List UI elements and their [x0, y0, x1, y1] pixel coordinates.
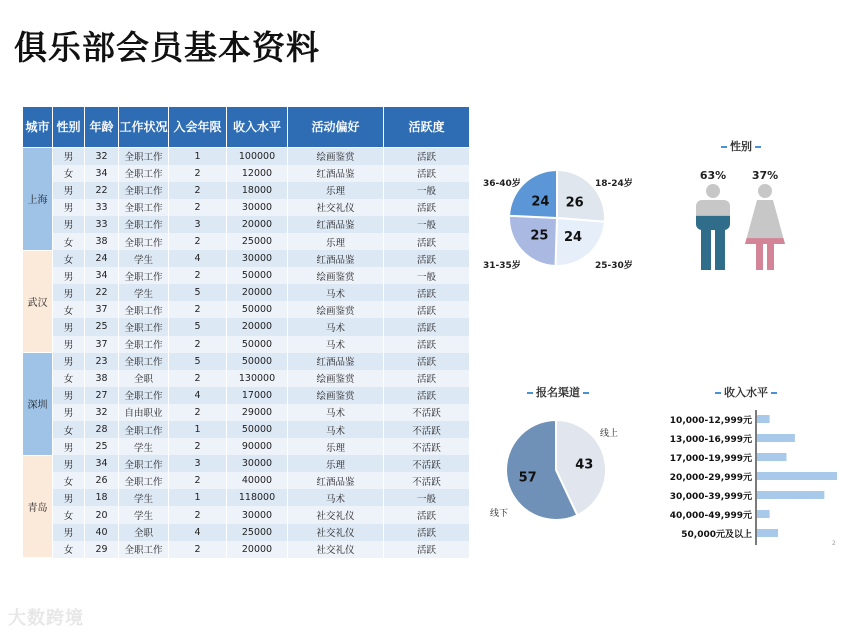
table-cell: 5 — [169, 318, 227, 335]
table-cell: 男 — [53, 148, 85, 165]
table-cell: 17000 — [227, 387, 288, 404]
table-cell: 全职工作 — [119, 472, 169, 489]
table-cell: 30000 — [227, 199, 288, 216]
table-cell: 学生 — [119, 438, 169, 455]
table-cell: 23 — [85, 353, 119, 370]
table-row — [23, 404, 470, 421]
table-row — [23, 387, 470, 404]
table-cell: 女 — [53, 370, 85, 387]
table-cell: 27 — [85, 387, 119, 404]
table-cell: 马术 — [288, 421, 384, 438]
table-cell: 29000 — [227, 404, 288, 421]
table-cell: 活跃 — [384, 301, 470, 318]
table-cell: 全职工作 — [119, 267, 169, 284]
table-cell: 33 — [85, 216, 119, 233]
table-row — [23, 301, 470, 318]
income-bar — [757, 472, 837, 480]
table-cell: 2 — [169, 506, 227, 523]
table-cell: 37 — [85, 301, 119, 318]
table-row — [23, 489, 470, 506]
table-row — [23, 353, 470, 370]
income-bar — [757, 510, 770, 518]
table-cell: 全职工作 — [119, 216, 169, 233]
city-cell: 深圳 — [23, 353, 53, 456]
table-cell: 25000 — [227, 524, 288, 541]
table-cell: 男 — [53, 267, 85, 284]
table-header-cell: 收入水平 — [227, 107, 288, 148]
income-bar-chart — [655, 410, 840, 545]
table-cell: 1 — [169, 148, 227, 165]
table-cell: 一般 — [384, 216, 470, 233]
table-cell: 50000 — [227, 301, 288, 318]
table-header-cell: 城市 — [23, 107, 53, 148]
table-cell: 活跃 — [384, 387, 470, 404]
age-pie-value-label: 24 — [563, 229, 583, 245]
income-category-label: 17,000-19,999元 — [669, 454, 752, 464]
table-cell: 40 — [85, 524, 119, 541]
table-row — [23, 370, 470, 387]
table-cell: 4 — [169, 524, 227, 541]
table-cell: 2 — [169, 472, 227, 489]
table-cell: 25 — [85, 318, 119, 335]
table-cell: 90000 — [227, 438, 288, 455]
table-cell: 25000 — [227, 233, 288, 250]
table-cell: 2 — [169, 182, 227, 199]
table-cell: 马术 — [288, 336, 384, 353]
male-percent-label: 63% — [699, 169, 727, 182]
page-number: 2 — [832, 540, 836, 547]
table-cell: 50000 — [227, 421, 288, 438]
table-cell: 全职工作 — [119, 182, 169, 199]
table-header-cell: 工作状况 — [119, 107, 169, 148]
table-cell: 4 — [169, 250, 227, 267]
table-cell: 全职工作 — [119, 148, 169, 165]
table-row — [23, 336, 470, 353]
table-cell: 女 — [53, 472, 85, 489]
income-bar — [757, 453, 786, 461]
page-title: 俱乐部会员基本资料 — [14, 28, 320, 67]
table-cell: 50000 — [227, 353, 288, 370]
table-cell: 12000 — [227, 165, 288, 182]
table-cell: 34 — [85, 455, 119, 472]
female-percent-label: 37% — [751, 169, 779, 182]
table-cell: 马术 — [288, 318, 384, 335]
table-cell: 全职工作 — [119, 301, 169, 318]
member-table — [22, 106, 470, 558]
income-title — [706, 384, 786, 400]
table-cell: 绘画鉴赏 — [288, 370, 384, 387]
table-cell: 活跃 — [384, 284, 470, 301]
table-cell: 绘画鉴赏 — [288, 301, 384, 318]
table-cell: 女 — [53, 506, 85, 523]
table-cell: 118000 — [227, 489, 288, 506]
age-pie-chart — [470, 165, 650, 280]
table-cell: 男 — [53, 336, 85, 353]
age-pie-category-label: 18-24岁 — [595, 179, 633, 189]
table-cell: 男 — [53, 455, 85, 472]
table-cell: 2 — [169, 199, 227, 216]
table-cell: 女 — [53, 233, 85, 250]
table-cell: 2 — [169, 438, 227, 455]
channel-pie-category-label: 线下 — [490, 509, 509, 519]
income-category-label: 50,000元及以上 — [681, 530, 752, 540]
table-cell: 2 — [169, 301, 227, 318]
table-cell: 不活跃 — [384, 438, 470, 455]
table-row — [23, 438, 470, 455]
table-cell: 38 — [85, 370, 119, 387]
table-cell: 28 — [85, 421, 119, 438]
table-row — [23, 267, 470, 284]
table-cell: 乐理 — [288, 438, 384, 455]
watermark-logo: 大数跨境 — [8, 608, 84, 629]
table-cell: 2 — [169, 404, 227, 421]
age-pie-value-label: 24 — [531, 194, 550, 210]
table-cell: 活跃 — [384, 506, 470, 523]
table-cell: 32 — [85, 404, 119, 421]
income-category-label: 20,000-29,999元 — [669, 473, 752, 483]
table-cell: 130000 — [227, 370, 288, 387]
table-cell: 3 — [169, 216, 227, 233]
female-figure-icon — [745, 184, 785, 270]
table-row — [23, 148, 470, 165]
table-cell: 活跃 — [384, 233, 470, 250]
table-cell: 马术 — [288, 404, 384, 421]
table-cell: 1 — [169, 421, 227, 438]
age-pie-value-label: 25 — [530, 228, 549, 244]
table-cell: 红酒品鉴 — [288, 165, 384, 182]
table-cell: 5 — [169, 353, 227, 370]
income-category-label: 40,000-49,999元 — [669, 511, 752, 521]
table-cell: 100000 — [227, 148, 288, 165]
table-cell: 1 — [169, 489, 227, 506]
table-cell: 不活跃 — [384, 455, 470, 472]
table-cell: 20000 — [227, 284, 288, 301]
table-row — [23, 472, 470, 489]
table-cell: 马术 — [288, 284, 384, 301]
income-title-text: 收入水平 — [724, 386, 768, 399]
income-bar — [757, 491, 824, 499]
table-cell: 活跃 — [384, 370, 470, 387]
table-header-cell: 活跃度 — [384, 107, 470, 148]
table-cell: 男 — [53, 524, 85, 541]
table-cell: 女 — [53, 165, 85, 182]
table-cell: 5 — [169, 284, 227, 301]
table-row — [23, 421, 470, 438]
table-cell: 学生 — [119, 489, 169, 506]
table-cell: 绘画鉴赏 — [288, 148, 384, 165]
table-header-cell: 性别 — [53, 107, 85, 148]
table-header-cell: 年龄 — [85, 107, 119, 148]
table-cell: 26 — [85, 472, 119, 489]
table-row — [23, 455, 470, 472]
table-cell: 2 — [169, 370, 227, 387]
table-cell: 男 — [53, 387, 85, 404]
table-cell: 男 — [53, 216, 85, 233]
table-cell: 30000 — [227, 250, 288, 267]
city-cell: 上海 — [23, 148, 53, 251]
table-header-row — [23, 107, 470, 148]
table-cell: 3 — [169, 455, 227, 472]
table-row — [23, 165, 470, 182]
table-row — [23, 216, 470, 233]
table-cell: 乐理 — [288, 233, 384, 250]
table-cell: 全职工作 — [119, 353, 169, 370]
income-category-label: 13,000-16,999元 — [669, 435, 752, 445]
city-cell: 武汉 — [23, 250, 53, 353]
table-cell: 社交礼仪 — [288, 524, 384, 541]
table-cell: 30000 — [227, 455, 288, 472]
table-cell: 活跃 — [384, 250, 470, 267]
table-cell: 18 — [85, 489, 119, 506]
table-cell: 22 — [85, 284, 119, 301]
table-cell: 乐理 — [288, 455, 384, 472]
channel-pie-value-label: 57 — [518, 470, 537, 486]
table-cell: 全职工作 — [119, 199, 169, 216]
table-body — [23, 148, 470, 558]
table-cell: 50000 — [227, 267, 288, 284]
table-cell: 活跃 — [384, 541, 470, 558]
table-cell: 红酒品鉴 — [288, 472, 384, 489]
table-cell: 活跃 — [384, 199, 470, 216]
table-cell: 全职工作 — [119, 455, 169, 472]
table-row — [23, 250, 470, 267]
table-cell: 25 — [85, 438, 119, 455]
table-cell: 自由职业 — [119, 404, 169, 421]
table-cell: 全职工作 — [119, 165, 169, 182]
table-cell: 男 — [53, 489, 85, 506]
table-row — [23, 199, 470, 216]
table-cell: 活跃 — [384, 148, 470, 165]
table-cell: 33 — [85, 199, 119, 216]
table-cell: 男 — [53, 438, 85, 455]
table-cell: 全职工作 — [119, 387, 169, 404]
table-cell: 全职工作 — [119, 336, 169, 353]
table-cell: 男 — [53, 284, 85, 301]
table-row — [23, 541, 470, 558]
age-pie-category-label: 36-40岁 — [483, 179, 521, 189]
table-cell: 社交礼仪 — [288, 199, 384, 216]
table-cell: 一般 — [384, 182, 470, 199]
table-cell: 全职 — [119, 524, 169, 541]
table-cell: 不活跃 — [384, 421, 470, 438]
table-cell: 2 — [169, 165, 227, 182]
channel-title — [518, 384, 598, 400]
income-bar — [757, 415, 770, 423]
table-cell: 37 — [85, 336, 119, 353]
table-cell: 34 — [85, 267, 119, 284]
table-cell: 全职工作 — [119, 233, 169, 250]
channel-pie-chart — [480, 412, 630, 527]
table-cell: 2 — [169, 541, 227, 558]
table-cell: 女 — [53, 421, 85, 438]
table-cell: 活跃 — [384, 318, 470, 335]
table-cell: 一般 — [384, 489, 470, 506]
table-cell: 男 — [53, 199, 85, 216]
table-cell: 30000 — [227, 506, 288, 523]
age-pie-category-label: 31-35岁 — [483, 261, 521, 271]
table-row — [23, 182, 470, 199]
table-cell: 男 — [53, 404, 85, 421]
table-cell: 红酒品鉴 — [288, 250, 384, 267]
table-cell: 男 — [53, 182, 85, 199]
channel-pie-value-label: 43 — [575, 457, 594, 473]
table-cell: 绘画鉴赏 — [288, 267, 384, 284]
table-cell: 24 — [85, 250, 119, 267]
table-cell: 不活跃 — [384, 472, 470, 489]
table-cell: 社交礼仪 — [288, 506, 384, 523]
table-cell: 2 — [169, 233, 227, 250]
table-row — [23, 524, 470, 541]
table-cell: 全职工作 — [119, 421, 169, 438]
table-cell: 马术 — [288, 489, 384, 506]
channel-pie-category-label: 线上 — [600, 429, 619, 439]
table-cell: 乐理 — [288, 182, 384, 199]
table-cell: 38 — [85, 233, 119, 250]
table-cell: 女 — [53, 541, 85, 558]
table-header-cell: 活动偏好 — [288, 107, 384, 148]
city-cell: 青岛 — [23, 455, 53, 558]
table-cell: 2 — [169, 267, 227, 284]
male-figure-icon — [696, 184, 730, 270]
income-bar — [757, 434, 795, 442]
table-cell: 32 — [85, 148, 119, 165]
table-cell: 女 — [53, 301, 85, 318]
table-cell: 20000 — [227, 541, 288, 558]
table-cell: 2 — [169, 336, 227, 353]
table-cell: 学生 — [119, 250, 169, 267]
table-cell: 女 — [53, 250, 85, 267]
age-pie-value-label: 26 — [565, 195, 584, 211]
table-cell: 20000 — [227, 318, 288, 335]
table-cell: 20 — [85, 506, 119, 523]
gender-title-text: 性别 — [730, 140, 752, 153]
table-cell: 一般 — [384, 267, 470, 284]
table-cell: 全职工作 — [119, 318, 169, 335]
table-cell: 活跃 — [384, 336, 470, 353]
table-cell: 红酒品鉴 — [288, 353, 384, 370]
table-cell: 20000 — [227, 216, 288, 233]
age-pie-category-label: 25-30岁 — [595, 261, 633, 271]
table-cell: 40000 — [227, 472, 288, 489]
table-cell: 学生 — [119, 284, 169, 301]
table-cell: 男 — [53, 318, 85, 335]
channel-title-text: 报名渠道 — [536, 386, 580, 399]
table-cell: 50000 — [227, 336, 288, 353]
table-cell: 29 — [85, 541, 119, 558]
table-cell: 22 — [85, 182, 119, 199]
table-cell: 学生 — [119, 506, 169, 523]
table-header-cell: 入会年限 — [169, 107, 227, 148]
table-row — [23, 284, 470, 301]
table-cell: 绘画鉴赏 — [288, 387, 384, 404]
table-cell: 不活跃 — [384, 404, 470, 421]
table-cell: 社交礼仪 — [288, 541, 384, 558]
table-cell: 全职 — [119, 370, 169, 387]
table-row — [23, 318, 470, 335]
table-row — [23, 506, 470, 523]
table-cell: 全职工作 — [119, 541, 169, 558]
table-cell: 活跃 — [384, 353, 470, 370]
table-cell: 红酒品鉴 — [288, 216, 384, 233]
table-row — [23, 233, 470, 250]
income-category-label: 30,000-39,999元 — [669, 492, 752, 502]
gender-pictogram-chart — [680, 160, 800, 272]
table-cell: 活跃 — [384, 524, 470, 541]
income-bar — [757, 529, 778, 537]
gender-title — [716, 138, 766, 154]
table-cell: 活跃 — [384, 165, 470, 182]
income-category-label: 10,000-12,999元 — [669, 416, 752, 426]
table-cell: 男 — [53, 353, 85, 370]
table-cell: 34 — [85, 165, 119, 182]
table-cell: 4 — [169, 387, 227, 404]
table-cell: 18000 — [227, 182, 288, 199]
